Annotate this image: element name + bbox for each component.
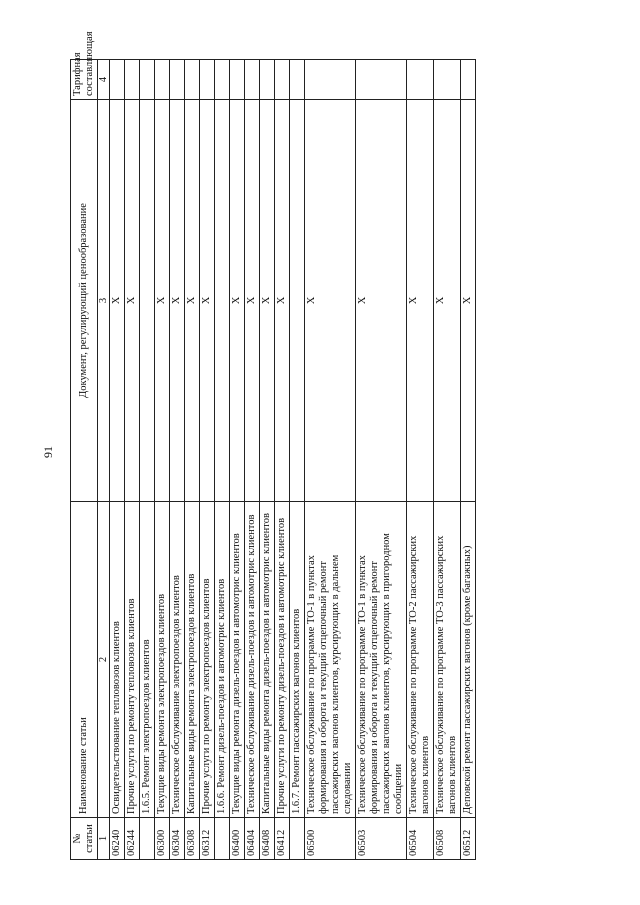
rotated-table-container: [70, 31, 610, 860]
row-tariff: [155, 60, 170, 100]
row-code: [290, 818, 305, 860]
table-row: [305, 60, 356, 860]
table-row: [185, 60, 200, 860]
row-document-mark: X: [245, 100, 260, 502]
row-document-mark: X: [185, 100, 200, 502]
row-document-mark: [140, 100, 155, 502]
row-code: 06240: [110, 818, 125, 860]
row-code: 06504: [407, 818, 434, 860]
row-name: 1.6.7. Ремонт пассажирских вагонов клиентов: [290, 502, 305, 818]
row-name: Техническое обслуживание по программе ТО-2 пассажирских вагонов клиентов: [407, 502, 434, 818]
table-row: [260, 60, 275, 860]
row-name: Текущие виды ремонта электропоездов клиентов: [155, 502, 170, 818]
row-code: 06312: [200, 818, 215, 860]
row-name: Освидетельствование тепловозов клиентов: [110, 502, 125, 818]
table-row: [434, 60, 461, 860]
row-tariff: [356, 60, 407, 100]
row-document-mark: X: [125, 100, 140, 502]
row-tariff: [230, 60, 245, 100]
row-name: Техническое обслуживание по программе ТО-1 в пунктах формирования и оборота и текущий отцепочный ремонт пассажирских вагонов клиентов, курсирующих в пригородном сообщении: [356, 502, 407, 818]
row-code: 06244: [125, 818, 140, 860]
header-tariff: Тарифная составляющая: [71, 60, 98, 100]
row-tariff: [461, 60, 476, 100]
row-name: Техническое обслуживание электропоездов клиентов: [170, 502, 185, 818]
row-document-mark: X: [461, 100, 476, 502]
row-tariff: [140, 60, 155, 100]
row-code: 06300: [155, 818, 170, 860]
row-code: 06408: [260, 818, 275, 860]
row-name: 1.6.6. Ремонт дизель-поездов и автомотрис клиентов: [215, 502, 230, 818]
row-document-mark: X: [407, 100, 434, 502]
row-code: [140, 818, 155, 860]
row-code: 06512: [461, 818, 476, 860]
row-code: 06503: [356, 818, 407, 860]
row-document-mark: X: [200, 100, 215, 502]
row-document-mark: X: [110, 100, 125, 502]
index-cell: 2: [98, 502, 110, 818]
row-name: 1.6.5. Ремонт электропоездов клиентов: [140, 502, 155, 818]
table-body: [110, 60, 476, 860]
row-document-mark: [290, 100, 305, 502]
row-code: 06308: [185, 818, 200, 860]
row-tariff: [434, 60, 461, 100]
row-tariff: [125, 60, 140, 100]
row-code: 06400: [230, 818, 245, 860]
row-document-mark: X: [260, 100, 275, 502]
row-document-mark: X: [434, 100, 461, 502]
header-document: Документ, регулирующий ценообразование: [71, 100, 98, 502]
row-tariff: [260, 60, 275, 100]
row-tariff: [185, 60, 200, 100]
row-code: 06508: [434, 818, 461, 860]
index-cell: 3: [98, 100, 110, 502]
section-row: [290, 60, 305, 860]
table-row: [461, 60, 476, 860]
table-row: [170, 60, 185, 860]
row-name: Капитальные виды ремонта дизель-поездов и автомотрис клиентов: [260, 502, 275, 818]
header-name: Наименование статьи: [71, 502, 98, 818]
table-row: [155, 60, 170, 860]
row-tariff: [110, 60, 125, 100]
table-row: [125, 60, 140, 860]
section-row: [215, 60, 230, 860]
table-row: [356, 60, 407, 860]
index-cell: 1: [98, 818, 110, 860]
row-name: Прочие услуги по ремонту дизель-поездов и автомотрис клиентов: [275, 502, 290, 818]
row-code: 06404: [245, 818, 260, 860]
row-name: Техническое обслуживание дизель-поездов и автомотрис клиентов: [245, 502, 260, 818]
row-code: 06304: [170, 818, 185, 860]
section-row: [140, 60, 155, 860]
row-tariff: [275, 60, 290, 100]
row-tariff: [305, 60, 356, 100]
row-code: 06500: [305, 818, 356, 860]
row-name: Техническое обслуживание по программе ТО-1 в пунктах формирования и оборота и текущий отцепочный ремонт пассажирских вагонов клиентов, курсирующих в дальнем следовании: [305, 502, 356, 818]
row-tariff: [245, 60, 260, 100]
row-document-mark: X: [356, 100, 407, 502]
row-document-mark: X: [305, 100, 356, 502]
row-document-mark: X: [170, 100, 185, 502]
page-number: 91: [41, 446, 55, 458]
table-row: [110, 60, 125, 860]
table-row: [245, 60, 260, 860]
row-document-mark: [215, 100, 230, 502]
row-name: Техническое обслуживание по программе ТО-3 пассажирских вагонов клиентов: [434, 502, 461, 818]
table-row: [230, 60, 245, 860]
row-name: Деповской ремонт пассажирских вагонов (кроме багажных): [461, 502, 476, 818]
row-document-mark: X: [275, 100, 290, 502]
table-row: [275, 60, 290, 860]
table-row: [200, 60, 215, 860]
row-code: 06412: [275, 818, 290, 860]
row-tariff: [215, 60, 230, 100]
row-tariff: [407, 60, 434, 100]
row-document-mark: X: [230, 100, 245, 502]
header-num: № статьи: [71, 818, 98, 860]
row-name: Прочие услуги по ремонту тепловозов клиентов: [125, 502, 140, 818]
row-name: Капитальные виды ремонта электропоездов клиентов: [185, 502, 200, 818]
pricing-table: [70, 31, 476, 860]
row-document-mark: X: [155, 100, 170, 502]
index-row: [98, 60, 110, 860]
table-row: [407, 60, 434, 860]
row-name: Текущие виды ремонта дизель-поездов и автомотрис клиентов: [230, 502, 245, 818]
row-tariff: [170, 60, 185, 100]
row-tariff: [290, 60, 305, 100]
row-name: Прочие услуги по ремонту электропоездов клиентов: [200, 502, 215, 818]
row-tariff: [200, 60, 215, 100]
header-row: [71, 60, 98, 860]
row-code: [215, 818, 230, 860]
index-cell: 4: [98, 60, 110, 100]
